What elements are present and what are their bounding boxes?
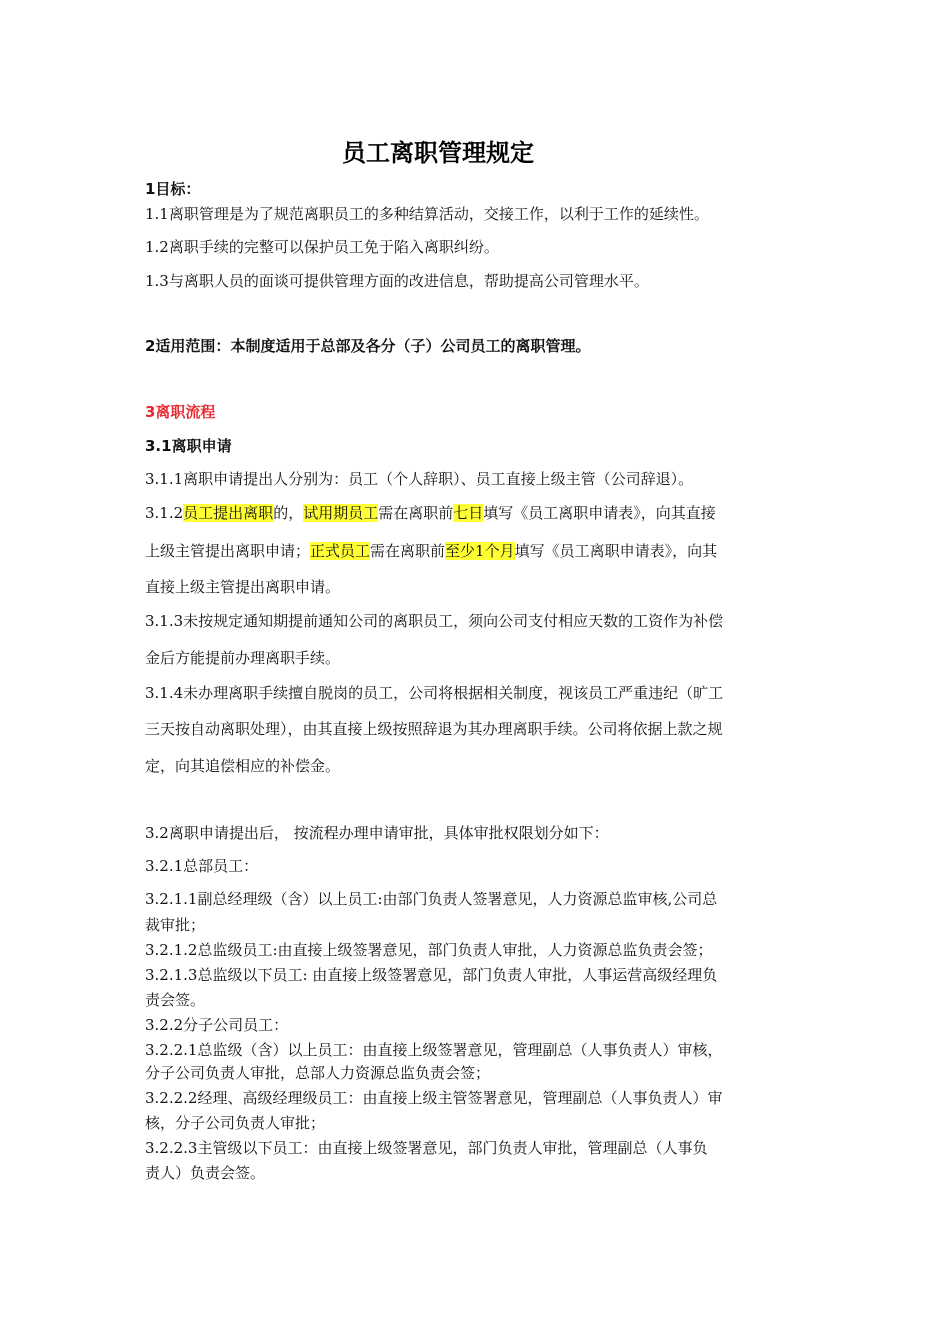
highlight-regular-employee: 正式员工 [310,542,371,560]
section-3-heading: 3离职流程 [145,403,216,421]
clause-number: 3.1.2 [145,504,184,522]
highlight-seven-days: 七日 [453,504,484,522]
paragraph-3-1-4-line-3: 定，向其追偿相应的补偿金。 [145,757,341,775]
text-run: 需在离职前 [378,504,454,522]
paragraph-3-1-4-line-1: 3.1.4未办理离职手续擅自脱岗的员工，公司将根据相关制度，视该员工严重违纪（旷工 [145,684,724,702]
paragraph-3-1-3-line-2: 金后方能提前办理离职手续。 [145,649,341,667]
paragraph-3-1-3-line-1: 3.1.3未按规定通知期提前通知公司的离职员工，须向公司支付相应天数的工资作为补偿 [145,612,724,630]
text-run: 上级主管提出离职申请； [145,542,311,560]
paragraph-3-2-1-3-line-1: 3.2.1.3总监级以下员工: 由直接上级签署意见，部门负责人审批，人事运营高级经理负 [145,966,718,984]
paragraph-3-2-2-3-line-2: 责人）负责会签。 [145,1164,266,1182]
text-run: 需在离职前 [370,542,446,560]
section-2-heading: 2适用范围：本制度适用于总部及各分（子）公司员工的离职管理。 [145,337,591,355]
paragraph-3-1-2-line-1 [145,502,716,523]
subsection-3-2-1-heading: 3.2.1总部员工： [145,857,259,875]
highlight-employee-resign: 员工提出离职 [183,504,274,522]
subsection-3-2-heading: 3.2离职申请提出后， 按流程办理申请审批，具体审批权限划分如下： [145,824,609,842]
text-run: 的， [273,504,304,522]
document-title: 员工离职管理规定 [342,139,534,167]
paragraph-1-3: 1.3与离职人员的面谈可提供管理方面的改进信息，帮助提高公司管理水平。 [145,272,649,290]
subsection-3-1-heading: 3.1离职申请 [145,437,232,455]
highlight-probation-employee: 试用期员工 [303,504,379,522]
highlight-one-month: 至少1个月 [445,542,515,560]
paragraph-3-2-1-2: 3.2.1.2总监级员工:由直接上级签署意见，部门负责人审批，人力资源总监负责会签； [145,941,713,959]
paragraph-3-2-2-1-line-1: 3.2.2.1总监级（含）以上员工：由直接上级签署意见，管理副总（人事负责人）审核， [145,1041,723,1059]
subsection-3-2-2-heading: 3.2.2分子公司员工： [145,1016,289,1034]
paragraph-3-1-4-line-2: 三天按自动离职处理），由其直接上级按照辞退为其办理离职手续。公司将依据上款之规 [145,720,723,738]
paragraph-3-1-1: 3.1.1离职申请提出人分别为：员工（个人辞职）、员工直接上级主管（公司辞退）。 [145,470,694,488]
paragraph-3-2-2-2-line-1: 3.2.2.2经理、高级经理级员工：由直接上级主管签署意见，管理副总（人事负责人）审 [145,1089,723,1107]
paragraph-3-2-1-1-line-1: 3.2.1.1副总经理级（含）以上员工:由部门负责人签署意见，人力资源总监审核,公司总 [145,890,718,908]
paragraph-3-2-1-1-line-2: 裁审批； [145,916,206,934]
text-run: 填写《员工离职申请表》，向其 [514,542,718,560]
paragraph-3-2-1-3-line-2: 责会签。 [145,991,206,1009]
paragraph-3-2-2-1-line-2: 分子公司负责人审批，总部人力资源总监负责会签； [145,1064,491,1082]
section-1-heading: 1目标： [145,180,201,198]
paragraph-1-1: 1.1离职管理是为了规范离职员工的多种结算活动，交接工作，以利于工作的延续性。 [145,205,709,223]
paragraph-3-2-2-3-line-1: 3.2.2.3主管级以下员工：由直接上级签署意见，部门负责人审批，管理副总（人事负 [145,1139,708,1157]
paragraph-3-1-2-line-2 [145,540,717,561]
paragraph-3-2-2-2-line-2: 核，分子公司负责人审批； [145,1114,326,1132]
paragraph-3-1-2-line-3: 直接上级主管提出离职申请。 [145,578,341,596]
text-run: 填写《员工离职申请表》，向其直接 [483,504,716,522]
paragraph-1-2: 1.2离职手续的完整可以保护员工免于陷入离职纠纷。 [145,238,499,256]
